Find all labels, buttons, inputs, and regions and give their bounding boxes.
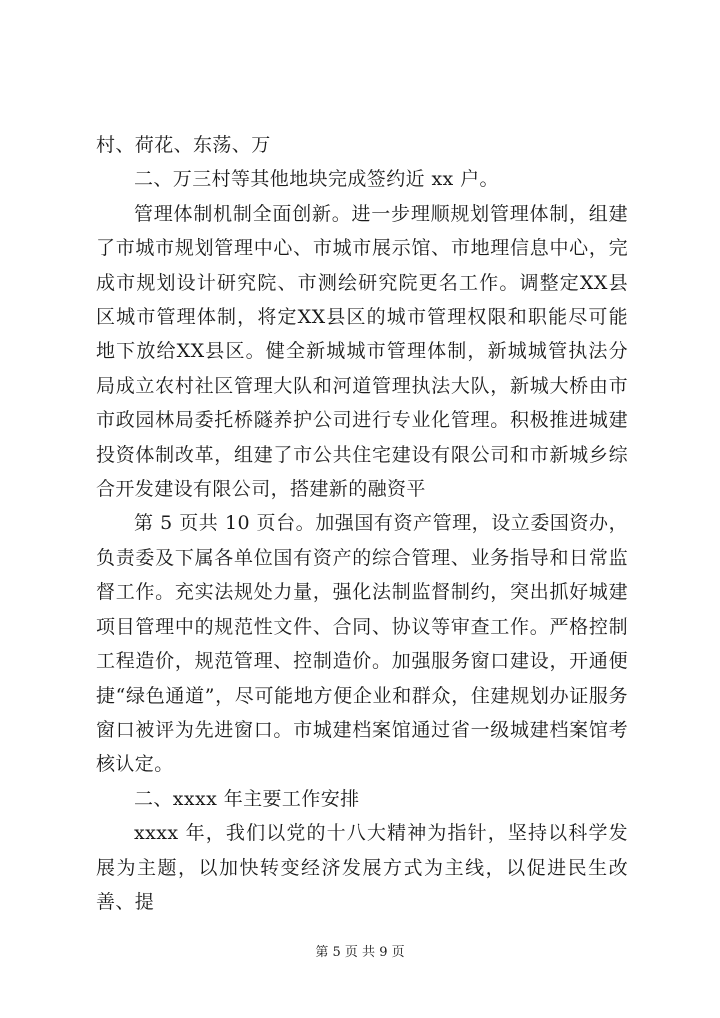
paragraph-1: 村、荷花、东荡、万 [96, 134, 271, 156]
paragraph-2: 二、万三村等其他地块完成签约近 xx 户。 [134, 168, 499, 191]
section-heading: 二、xxxx 年主要工作安排 [134, 787, 360, 810]
document-body [96, 128, 628, 919]
paragraph-6: xxxx 年，我们以党的十八大精神为指针，坚持以科学发展为主题，以加快转变经济发展方式为主线，以促进民生改善、提 [96, 822, 628, 913]
paragraph-4: 第 5 页共 10 页台。加强国有资产管理，设立委国资办，负责委及下属各单位国有资产的综合管理、业务指导和日常监督工作。充实法规处力量，强化法制监督制约，突出抓好城建项目管理中的规范性文件、合同、协议等审查工作。严格控制工程造价，规范管理、控制造价。加强服务窗口建设，开通便捷“绿色通道”，尽可能地方便企业和群众，住建规划办证服务窗口被评为先进窗口。市城建档案馆通过省一级城建档案馆考核认定。 [96, 512, 628, 776]
page-footer: 第 5 页 共 9 页 [315, 945, 405, 960]
paragraph-3: 管理体制机制全面创新。进一步理顺规划管理体制，组建了市城市规划管理中心、市城市展示馆、市地理信息中心，完成市规划设计研究院、市测绘研究院更名工作。调整定XX县区城市管理体制，将定XX县区的城市管理权限和职能尽可能地下放给XX县区。健全新城城市管理体制，新城城管执法分局成立农村社区管理大队和河道管理执法大队，新城大桥由市市政园林局委托桥隧养护公司进行专业化管理。积极推进城建投资体制改革，组建了市公共住宅建设有限公司和市新城乡综合开发建设有限公司，搭建新的融资平 [96, 202, 628, 501]
